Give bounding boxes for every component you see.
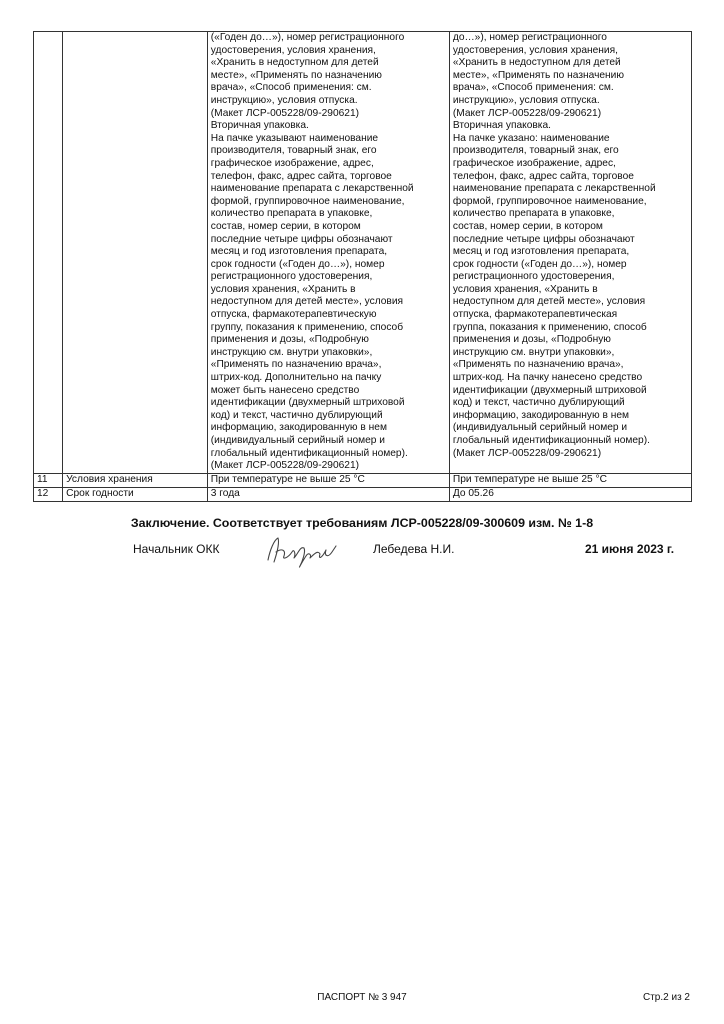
table-row-continuation (34, 32, 692, 474)
row-actual: При температуре не выше 25 °С (449, 473, 691, 487)
actual-text: до…»), номер регистрационного удостоверения, условия хранения, «Хранить в недоступном для детей месте», «Применять по назначению врача», «Способ применения: см. инструкцию», условия отпуска. (Макет ЛСР-005228/09-290621) Вторичная упаковка. На пачке указано: наименование производителя, товарный знак, его графическое изображение, адрес, телефон, факс, адрес сайта, торговое наименование препарата с лекарственной формой, группировочное наименование, количество препарата в упаковке, состав, номер серии, в котором последние четыре цифры обозначают месяц и год изготовления препарата, срок годности («Годен до…»), номер регистрационного удостоверения, условия хранения, «Хранить в недоступном для детей месте», условия отпуска, фармакотерапевтическая группа, показания к применению, способ применения и дозы, «Подробную инструкцию см. внутри упаковки», «Применять по назначению врача», штрих-код. На пачку нанесено средство идентификации (двухмерный штриховой код) и текст, частично дублирующий информацию, закодированную в нем (индивидуальный серийный номер и глобальный идентификационный номер). (Макет ЛСР-005228/09-290621) (452, 32, 656, 459)
row-actual: До 05.26 (449, 487, 691, 501)
passport-number: ПАСПОРТ № 3 947 (317, 992, 407, 1003)
signer-position: Начальник ОКК (133, 542, 220, 556)
conclusion-text: Заключение. Соответствует требованиям ЛСР-005228/09-300609 изм. № 1-8 (130, 516, 594, 530)
signature-date: 21 июня 2023 г. (585, 542, 675, 556)
specification-table (33, 31, 692, 502)
row-number: 12 (34, 487, 63, 501)
cell-requirement (207, 32, 449, 474)
page-number: Стр.2 из 2 (643, 992, 690, 1003)
signer-name: Лебедева Н.И. (373, 542, 455, 556)
cell-name (63, 32, 208, 474)
row-name: Срок годности (63, 487, 208, 501)
row-name: Условия хранения (63, 473, 208, 487)
cell-number (34, 32, 63, 474)
row-requirement: При температуре не выше 25 °С (207, 473, 449, 487)
row-requirement: 3 года (207, 487, 449, 501)
table-row-storage (34, 473, 692, 487)
cell-actual (449, 32, 691, 474)
row-number: 11 (34, 473, 63, 487)
table-row-shelf-life (34, 487, 692, 501)
handwritten-signature (262, 532, 342, 572)
requirement-text: («Годен до…»), номер регистрационного удостоверения, условия хранения, «Хранить в недоступном для детей месте», «Применять по назначению врача», «Способ применения: см. инструкцию», условия отпуска. (Макет ЛСР-005228/09-290621) Вторичная упаковка. На пачке указывают наименование производителя, товарный знак, его графическое изображение, адрес, телефон, факс, адрес сайта, торговое наименование препарата с лекарственной формой, группировочное наименование, количество препарата в упаковке, состав, номер серии, в котором последние четыре цифры обозначают месяц и год изготовления препарата, срок годности («Годен до…»), номер регистрационного удостоверения, условия хранения, «Хранить в недоступном для детей месте», условия отпуска, фармакотерапевтическую группу, показания к применению, способ применения и дозы, «Подробную инструкцию см. внутри упаковки», «Применять по назначению врача», штрих-код. Дополнительно на пачку может быть нанесено средство идентификации (двухмерный штриховой код) и текст, частично дублирующий информацию, закодированную в нем (индивидуальный серийный номер и глобальный идентификационный номер). (Макет ЛСР-005228/09-290621) (210, 32, 414, 472)
signature-block (0, 542, 724, 576)
